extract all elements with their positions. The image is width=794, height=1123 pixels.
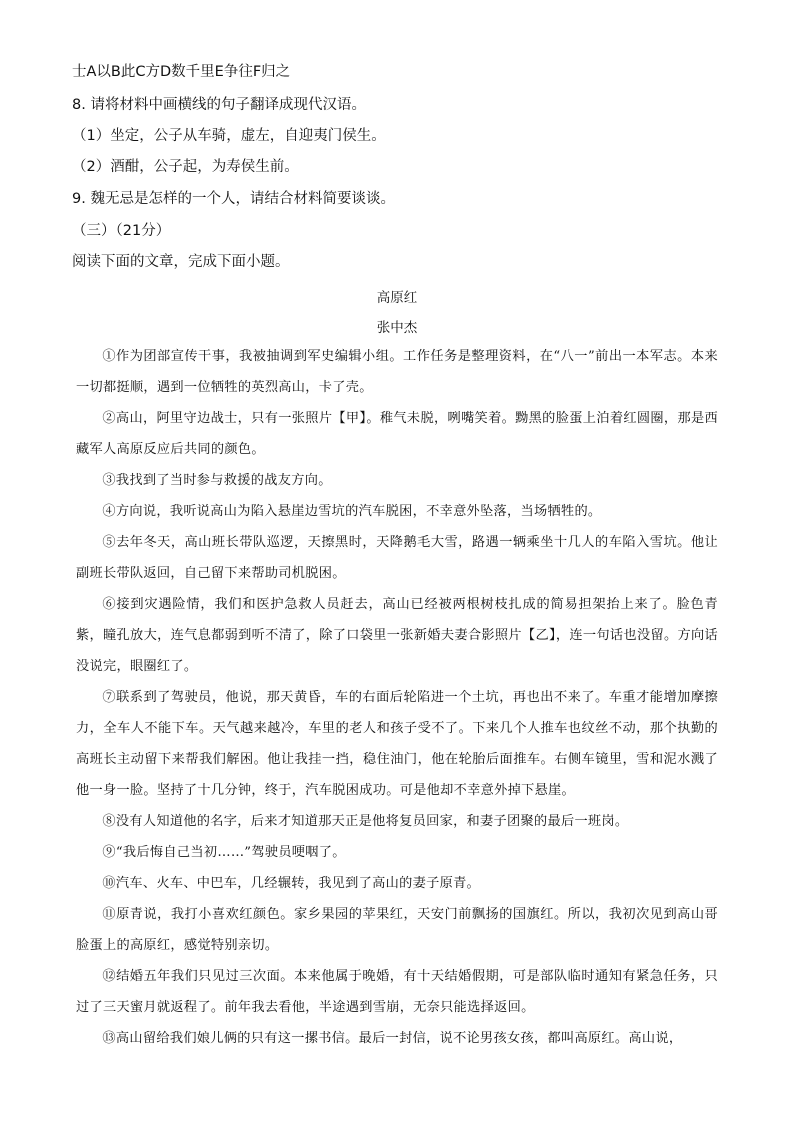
paragraph-4: ④方向说，我听说高山为陷入悬崖边雪坑的汽车脱困，不幸意外坠落，当场牺牲的。: [102, 504, 602, 519]
question-8-item-2: （2）酒酣，公子起，为寿侯生前。: [72, 159, 299, 175]
paragraph-1: ①作为团部宣传干事，我被抽调到军史编辑小组。工作任务是整理资料，在“八一”前出一本军志。本来一切都挺顺，遇到一位牺牲的英烈高山，卡了壳。: [76, 349, 718, 395]
paragraph-5: ⑤去年冬天，高山班长带队巡逻，天擦黑时，天降鹅毛大雪，路遇一辆乘坐十几人的车陷入雪坑。他让副班长带队返回，自己留下来帮助司机脱困。: [76, 535, 718, 581]
paragraph-3: ③我找到了当时参与救援的战友方向。: [102, 473, 332, 488]
paragraph-9: ⑨“我后悔自己当初……”驾驶员哽咽了。: [102, 845, 346, 860]
paragraph-11: ⑪原青说，我打小喜欢红颜色。家乡果园的苹果红，天安门前飘扬的国旗红。所以，我初次见到高山哥脸蛋上的高原红，感觉特别亲切。: [76, 907, 718, 953]
reading-instruction: 阅读下面的文章，完成下面小题。: [72, 254, 290, 270]
article-author: 张中杰: [376, 320, 418, 336]
paragraph-7: ⑦联系到了驾驶员，他说，那天黄昏，车的右面后轮陷进一个土坑，再也出不来了。车重才能增加摩擦力，全车人不能下车。天气越来越冷，车里的老人和孩子受不了。下来几个人推车也纹丝不动，那个执勤的高班长主动留下来帮我们解困。他让我挂一挡，稳住油门，他在轮胎后面推车。右侧车镜里，雪和泥水溅了他一身一脸。坚持了十几分钟，终于，汽车脱困成功。可是他却不幸意外掉下悬崖。: [76, 690, 718, 798]
section-heading: （三）（21分）: [72, 223, 171, 239]
question-9: 9. 魏无忌是怎样的一个人，请结合材料简要谈谈。: [72, 191, 395, 207]
question-8-item-1: （1）坐定，公子从车骑，虚左，自迎夷门侯生。: [72, 128, 386, 144]
paragraph-6: ⑥接到灾遇险情，我们和医护急救人员赶去，高山已经被两根树枝扎成的简易担架抬上来了。脸色青紫，瞳孔放大，连气息都弱到听不清了，除了口袋里一张新婚夫妻合影照片【乙】，连一句话也没留。方向话没说完，眼圈红了。: [76, 597, 718, 674]
paragraph-13: ⑬高山留给我们娘儿俩的只有这一摞书信。最后一封信，说不论男孩女孩，都叫高原红。高山说，: [102, 1031, 683, 1046]
paragraph-10: ⑩汽车、火车、中巴车，几经辗转，我见到了高山的妻子原青。: [102, 876, 481, 891]
paragraph-12: ⑫结婚五年我们只见过三次面。本来他属于晚婚，有十天结婚假期，可是部队临时通知有紧急任务，只过了三天蜜月就返程了。前年我去看他，半途遇到雪崩，无奈只能选择返回。: [76, 969, 718, 1015]
question-8: 8. 请将材料中画横线的句子翻译成现代汉语。: [72, 97, 366, 113]
article-title: 高原红: [376, 290, 418, 306]
paragraph-2: ②高山，阿里守边战士，只有一张照片【甲】。稚气未脱，咧嘴笑着。黝黑的脸蛋上泊着红圆圈，那是西藏军人高原反应后共同的颜色。: [76, 411, 718, 457]
question-options-line: 士A以B此C方D数千里E争往F归之: [72, 64, 291, 80]
paragraph-8: ⑧没有人知道他的名字，后来才知道那天正是他将复员回家，和妻子团聚的最后一班岗。: [102, 814, 629, 829]
